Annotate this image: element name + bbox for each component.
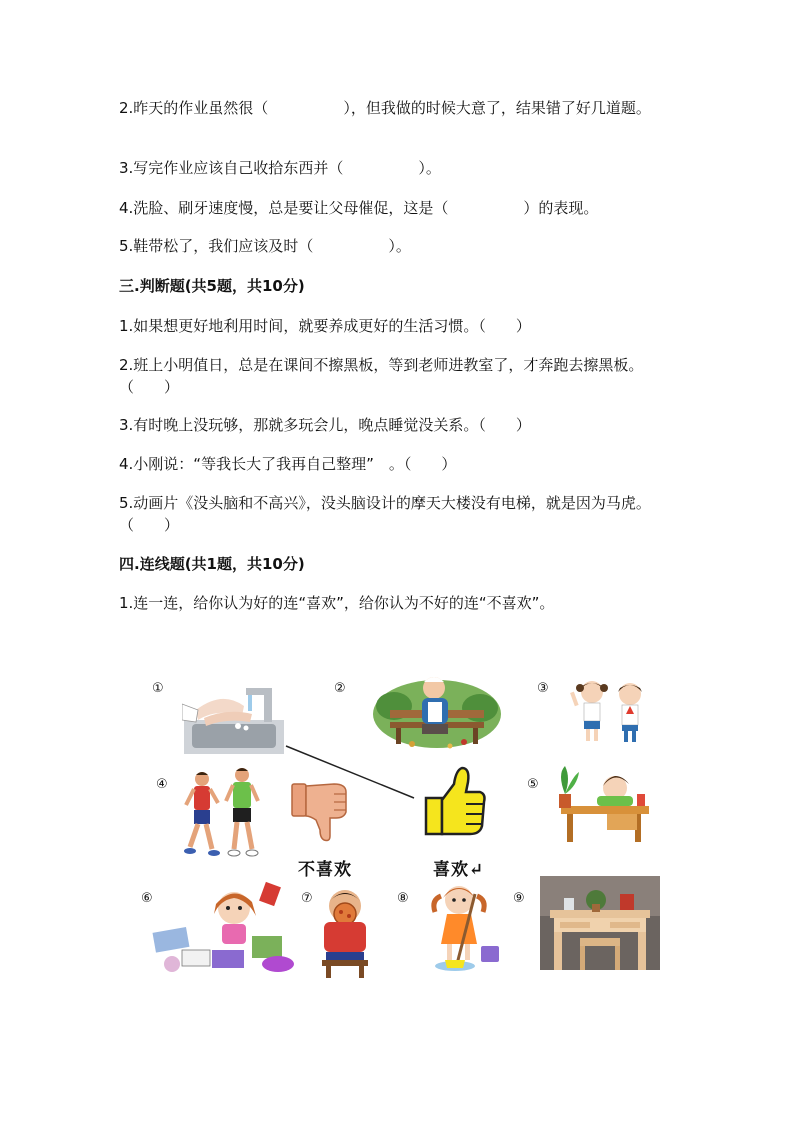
connecting-line: [280, 740, 420, 802]
judge-item-4: 4.小刚说：“等我长大了我再自己整理” 。（ ）: [119, 455, 457, 473]
pic-number-5: ⑤: [527, 777, 539, 792]
dislike-label: 不喜欢: [298, 860, 352, 880]
section-heading-match: 四.连线题(共1题，共10分): [119, 555, 305, 573]
child-sleeping-desk-picture: [553, 764, 653, 844]
kids-greeting-picture: [566, 678, 656, 744]
pic-number-8: ⑧: [397, 891, 409, 906]
fill-item-4: 4.洗脸、刷牙速度慢，总是要让父母催促，这是（ ）的表现。: [119, 199, 599, 217]
judge-item-2: 2.班上小明值日，总是在课间不擦黑板，等到老师进教室了，才奔跑去擦黑板。（ ）: [119, 356, 644, 396]
boy-eating-picture: [314, 886, 376, 978]
section-heading-judge: 三.判断题(共5题，共10分): [119, 277, 305, 295]
judge-item-5: 5.动画片《没头脑和不高兴》，没头脑设计的摩天大楼没有电梯，就是因为马虎。（ ）: [119, 494, 651, 534]
runners-picture: [180, 765, 270, 867]
pic-number-7: ⑦: [301, 891, 313, 906]
match-item-1: 1.连一连，给你认为好的连“喜欢”，给你认为不好的连“不喜欢”。: [119, 594, 555, 612]
judge-item-1: 1.如果想更好地利用时间，就要养成更好的生活习惯。（ ）: [119, 317, 531, 335]
fill-item-3: 3.写完作业应该自己收拾东西并（ ）。: [119, 159, 441, 177]
like-label: 喜欢↵: [433, 860, 485, 880]
messy-room-picture: [152, 880, 302, 976]
washing-hands-picture: [182, 680, 292, 758]
pic-number-6: ⑥: [141, 891, 153, 906]
pic-number-1: ①: [152, 681, 164, 696]
pic-number-4: ④: [156, 777, 168, 792]
girl-mopping-picture: [425, 880, 505, 976]
pic-number-9: ⑨: [513, 891, 525, 906]
pic-number-2: ②: [334, 681, 346, 696]
pic-number-3: ③: [537, 681, 549, 696]
fill-item-2: 2.昨天的作业虽然很（ ），但我做的时候大意了，结果错了好几道题。: [119, 99, 651, 117]
thumbs-up-icon: [420, 764, 488, 836]
man-littering-picture: [372, 670, 502, 750]
tidy-desk-photo: [540, 876, 660, 970]
fill-item-5: 5.鞋带松了，我们应该及时（ ）。: [119, 237, 411, 255]
judge-item-3: 3.有时晚上没玩够，那就多玩会儿，晚点睡觉没关系。（ ）: [119, 416, 531, 434]
